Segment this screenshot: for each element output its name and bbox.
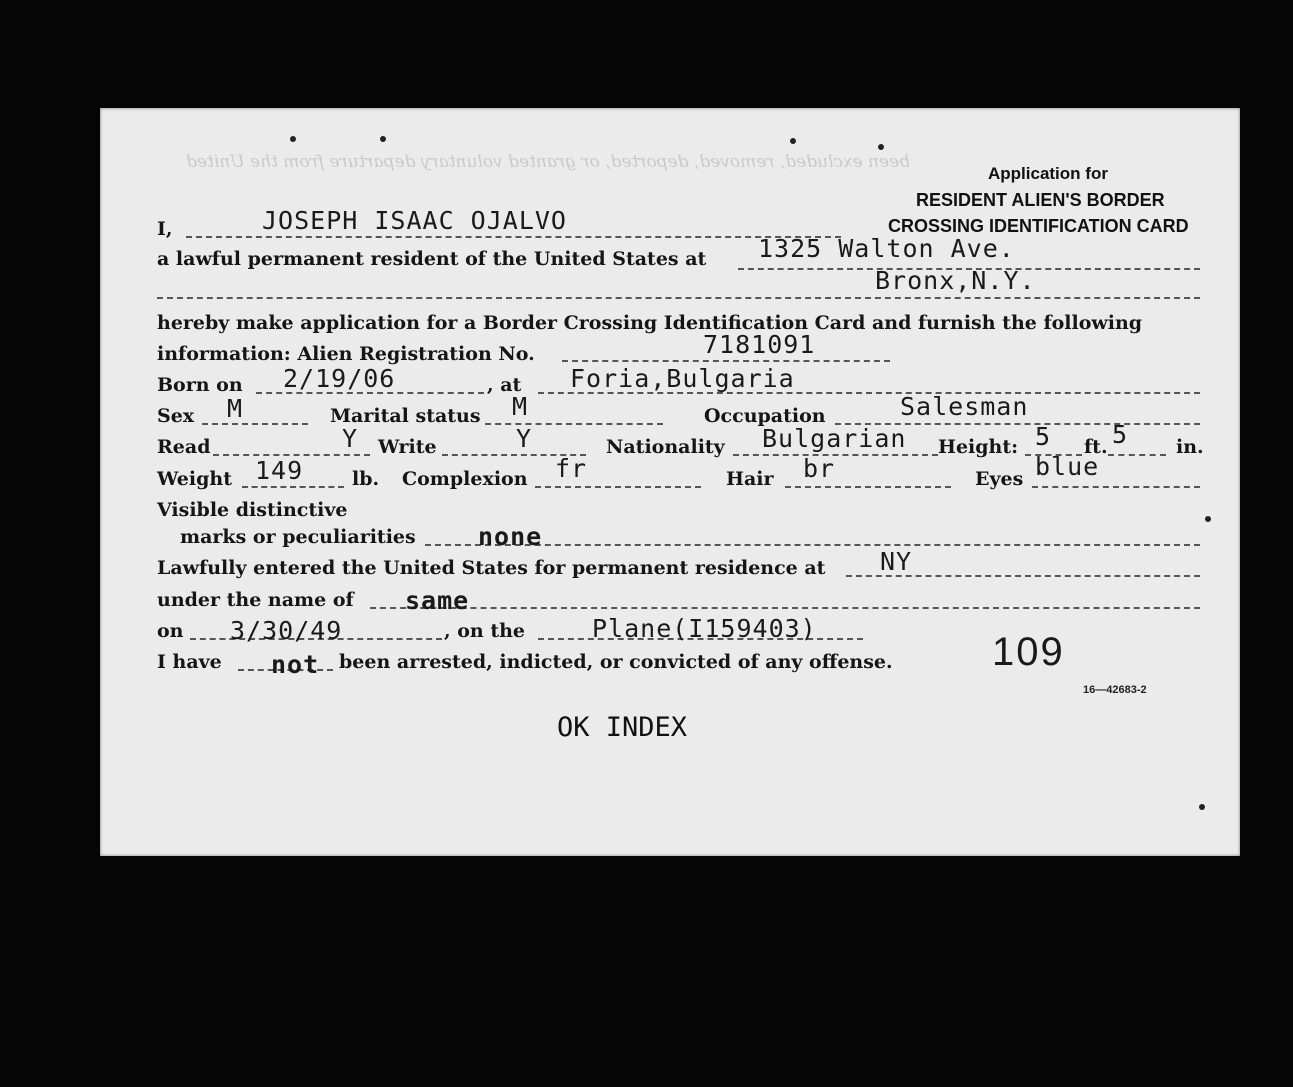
label-eyes: Eyes bbox=[975, 468, 1024, 490]
eyes-line bbox=[1032, 486, 1200, 488]
label-hair: Hair bbox=[726, 468, 774, 490]
registration-number: 7181091 bbox=[703, 330, 816, 359]
marks-value: none bbox=[478, 522, 543, 551]
height-ft-value: 5 bbox=[1035, 422, 1052, 451]
weight-line bbox=[242, 486, 344, 488]
label-on: on bbox=[157, 620, 184, 642]
label-hereby: hereby make application for a Border Crossing Identification Card and furnish the following bbox=[157, 312, 1143, 334]
index-note: OK INDEX bbox=[557, 712, 688, 743]
label-visible: Visible distinctive bbox=[157, 499, 348, 521]
occupation-value: Salesman bbox=[900, 392, 1029, 421]
label-occupation: Occupation bbox=[704, 405, 826, 427]
label-under: under the name of bbox=[157, 589, 354, 611]
form-title-line2: RESIDENT ALIEN'S BORDER bbox=[916, 190, 1165, 210]
label-marks: marks or peculiarities bbox=[180, 526, 416, 548]
write-value: Y bbox=[516, 424, 533, 453]
hair-line bbox=[785, 486, 951, 488]
birth-place: Foria,Bulgaria bbox=[570, 364, 795, 393]
weight-value: 149 bbox=[255, 456, 304, 485]
sex-value: M bbox=[227, 394, 244, 423]
address-street: 1325 Walton Ave. bbox=[758, 234, 1015, 263]
label-ft: ft. bbox=[1084, 436, 1108, 458]
height-in-line bbox=[1108, 454, 1166, 456]
speck-mark bbox=[878, 144, 884, 150]
entered-at-value: NY bbox=[880, 547, 913, 576]
marital-line bbox=[485, 423, 663, 425]
label-on-the: , on the bbox=[444, 620, 526, 642]
label-nationality: Nationality bbox=[606, 436, 725, 458]
under-name-line bbox=[370, 607, 1200, 609]
label-info: information: Alien Registration No. bbox=[157, 343, 535, 365]
label-at: , at bbox=[487, 374, 522, 396]
label-resident: a lawful permanent resident of the United States at bbox=[157, 248, 707, 270]
complexion-value: fr bbox=[555, 454, 588, 483]
form-title-line1: Application for bbox=[988, 164, 1108, 183]
complexion-line bbox=[535, 486, 701, 488]
label-sex: Sex bbox=[157, 405, 195, 427]
label-height: Height: bbox=[938, 436, 1019, 458]
arrested-value: not bbox=[271, 650, 320, 679]
hair-value: br bbox=[803, 454, 836, 483]
sex-line bbox=[202, 423, 308, 425]
nationality-value: Bulgarian bbox=[762, 424, 907, 453]
stamp-number: 109 bbox=[992, 630, 1065, 674]
form-title-line3: CROSSING IDENTIFICATION CARD bbox=[888, 216, 1189, 236]
marital-value: M bbox=[512, 392, 529, 421]
form-number: 16—42683-2 bbox=[1083, 684, 1147, 696]
speck-mark bbox=[1205, 516, 1211, 522]
label-offense: been arrested, indicted, or convicted of any offense. bbox=[339, 651, 893, 673]
label-lb: lb. bbox=[352, 468, 380, 490]
name-line bbox=[186, 236, 841, 238]
label-write: Write bbox=[378, 436, 437, 458]
read-value: Y bbox=[342, 424, 359, 453]
label-complexion: Complexion bbox=[402, 468, 528, 490]
under-name-value: same bbox=[405, 586, 470, 615]
label-read: Read bbox=[157, 436, 211, 458]
nationality-line bbox=[733, 454, 938, 456]
applicant-name: JOSEPH ISAAC OJALVO bbox=[262, 206, 567, 235]
speck-mark bbox=[290, 136, 296, 142]
entry-date-value: 3/30/49 bbox=[230, 616, 343, 645]
conveyance-value: Plane(I159403) bbox=[592, 614, 817, 643]
label-born-on: Born on bbox=[157, 374, 243, 396]
speck-mark bbox=[790, 138, 796, 144]
birth-date: 2/19/06 bbox=[283, 364, 396, 393]
label-in: in. bbox=[1176, 436, 1204, 458]
reg-no-line bbox=[562, 360, 890, 362]
label-entered: Lawfully entered the United States for permanent residence at bbox=[157, 557, 826, 579]
label-i-have: I have bbox=[157, 651, 222, 673]
eyes-value: blue bbox=[1035, 452, 1100, 481]
label-i: I, bbox=[157, 218, 173, 240]
speck-mark bbox=[380, 136, 386, 142]
address-city: Bronx,N.Y. bbox=[875, 266, 1036, 295]
label-weight: Weight bbox=[157, 468, 232, 490]
label-marital: Marital status bbox=[330, 405, 481, 427]
faded-reverse-text: been excluded, removed, deported, or granted voluntary departure from the United bbox=[186, 152, 910, 172]
address-line2 bbox=[157, 297, 1200, 299]
height-in-value: 5 bbox=[1112, 420, 1129, 449]
speck-mark bbox=[1199, 804, 1205, 810]
